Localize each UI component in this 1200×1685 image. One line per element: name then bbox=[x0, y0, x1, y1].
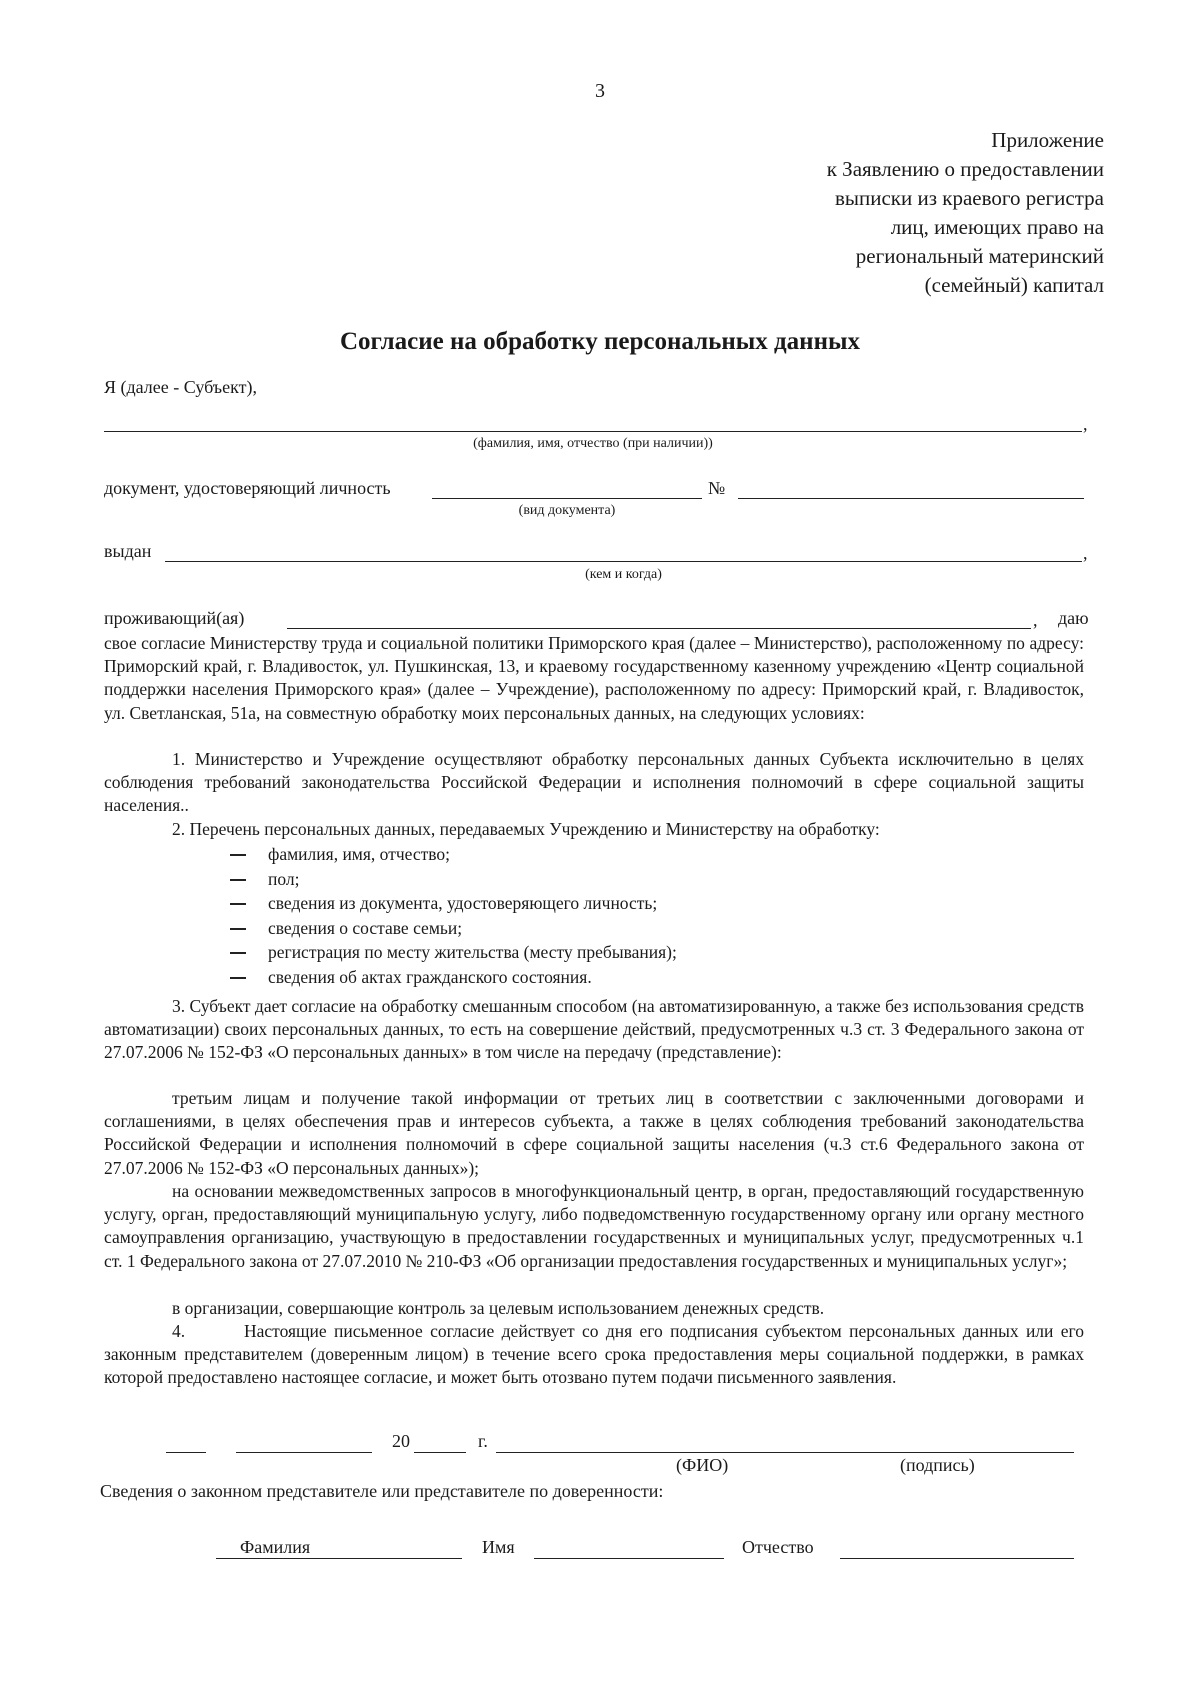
date-month-field[interactable] bbox=[236, 1452, 372, 1453]
annex-header bbox=[827, 126, 1104, 300]
annex-line: Приложение bbox=[991, 128, 1104, 152]
annex-line: к Заявлению о предоставлении bbox=[826, 157, 1104, 181]
annex-line: (семейный) капитал bbox=[924, 273, 1104, 297]
clause-3-control-orgs: в организации, совершающие контроль за целевым использованием денежных средств. bbox=[172, 1298, 825, 1318]
comma: , bbox=[1083, 414, 1088, 434]
consent-paragraph: свое согласие Министерству труда и социальной политики Приморского края (далее – Министерство), расположенному по адресу: Приморский край, г. Владивосток, ул. Пушкинская, 13, и краевому государственному казенному учреждению «Центр социальной поддержки населения Приморского края» (далее – Учреждение), расположенному по адресу: Приморский край, г. Владивосток, ул. Светланская, 51а, на совместную обработку моих персональных данных, на следующих условиях: bbox=[104, 633, 1084, 723]
representative-surname-field[interactable] bbox=[216, 1558, 462, 1559]
clause-4-number: 4. bbox=[172, 1321, 186, 1341]
residing-label: проживающий(ая) bbox=[104, 608, 245, 628]
issued-by-field[interactable] bbox=[165, 561, 1082, 562]
list-item: фамилия, имя, отчество; bbox=[228, 842, 677, 867]
document-type-caption: (вид документа) bbox=[518, 503, 616, 518]
list-item: сведения о составе семьи; bbox=[228, 916, 677, 941]
annex-line: выписки из краевого регистра bbox=[834, 186, 1104, 210]
patronymic-label: Отчество bbox=[742, 1537, 814, 1557]
clause-3-interagency: на основании межведомственных запросов в многофункциональный центр, в орган, предоставляющий государственную услугу, орган, предоставляющий муниципальную услугу, либо подведомственную государственному органу или органу местного самоуправления организацию, участвующую в предоставлении государственных и муниципальных услуг, предусмотренных ч.1 ст. 1 Федерального закона от 27.07.2010 № 210-ФЗ «Об организации предоставления государственных и муниципальных услуг»; bbox=[104, 1181, 1084, 1271]
issued-label: выдан bbox=[104, 541, 152, 561]
fio-label: (ФИО) bbox=[676, 1455, 729, 1475]
clause-4 bbox=[104, 1320, 1084, 1390]
comma: , bbox=[1033, 610, 1038, 630]
date-year-field[interactable] bbox=[414, 1452, 466, 1453]
representative-patronymic-field[interactable] bbox=[840, 1558, 1074, 1559]
fio-signature-field[interactable] bbox=[496, 1452, 1074, 1453]
date-day-field[interactable] bbox=[166, 1452, 206, 1453]
list-item: регистрация по месту жительства (месту пребывания); bbox=[228, 940, 677, 965]
id-document-label: документ, удостоверяющий личность bbox=[104, 478, 391, 498]
number-sign: № bbox=[708, 478, 726, 498]
annex-line: региональный материнский bbox=[855, 244, 1104, 268]
representative-heading: Сведения о законном представителе или представителе по доверенности: bbox=[100, 1481, 664, 1501]
list-item: сведения из документа, удостоверяющего личность; bbox=[228, 891, 677, 916]
issued-caption: (кем и когда) bbox=[585, 567, 662, 582]
subject-intro: Я (далее - Субъект), bbox=[104, 377, 257, 397]
residence-address-field[interactable] bbox=[287, 628, 1031, 629]
date-century: 20 bbox=[392, 1431, 410, 1451]
clause-3: 3. Субъект дает согласие на обработку смешанным способом (на автоматизированную, а также без использования средств автоматизации) своих персональных данных, то есть на совершение действий, предусмотренных ч.3 ст. 3 Федерального закона от 27.07.2006 № 152-ФЗ «О персональных данных» в том числе на передачу (представление): bbox=[104, 996, 1084, 1063]
list-item: пол; bbox=[228, 867, 677, 892]
give-word: даю bbox=[1058, 608, 1089, 628]
surname-label: Фамилия bbox=[240, 1537, 311, 1557]
document-number-field[interactable] bbox=[738, 498, 1084, 499]
list-item: сведения об актах гражданского состояния. bbox=[228, 965, 677, 990]
fio-caption: (фамилия, имя, отчество (при наличии)) bbox=[473, 436, 713, 451]
document-title: Согласие на обработку персональных данных bbox=[339, 328, 860, 355]
signature-label: (подпись) bbox=[900, 1455, 975, 1475]
date-year-suffix: г. bbox=[478, 1431, 488, 1451]
clause-2: 2. Перечень персональных данных, передаваемых Учреждению и Министерству на обработку: bbox=[172, 819, 880, 839]
clause-1: 1. Министерство и Учреждение осуществляют обработку персональных данных Субъекта исключительно в целях соблюдения требований законодательства Российской Федерации и исполнения полномочий в сфере социальной защиты населения.. bbox=[104, 749, 1084, 816]
page-number: 3 bbox=[595, 80, 605, 102]
name-label: Имя bbox=[482, 1537, 515, 1557]
personal-data-list bbox=[228, 842, 677, 989]
clause-4-text: Настоящие письменное согласие действует со дня его подписания субъектом персональных данных или его законным представителем (доверенным лицом) в течение всего срока предоставления меры социальной поддержки, в рамках которой предоставлено настоящее согласие, и может быть отозвано путем подачи письменного заявления. bbox=[104, 1321, 1084, 1388]
clause-3-third-parties: третьим лицам и получение такой информации от третьих лиц в соответствии с заключенными договорами и соглашениями, в целях обеспечения прав и интересов субъекта, а также в целях соблюдения требований законодательства Российской Федерации и исполнения полномочий в сфере социальной защиты населения (ч.3 ст.6 Федерального закона от 27.07.2006 № 152-ФЗ «О персональных данных»); bbox=[104, 1088, 1084, 1178]
representative-name-field[interactable] bbox=[534, 1558, 724, 1559]
fio-field[interactable] bbox=[104, 431, 1082, 432]
comma: , bbox=[1083, 543, 1088, 563]
annex-line: лиц, имеющих право на bbox=[890, 215, 1104, 239]
document-type-field[interactable] bbox=[432, 498, 702, 499]
